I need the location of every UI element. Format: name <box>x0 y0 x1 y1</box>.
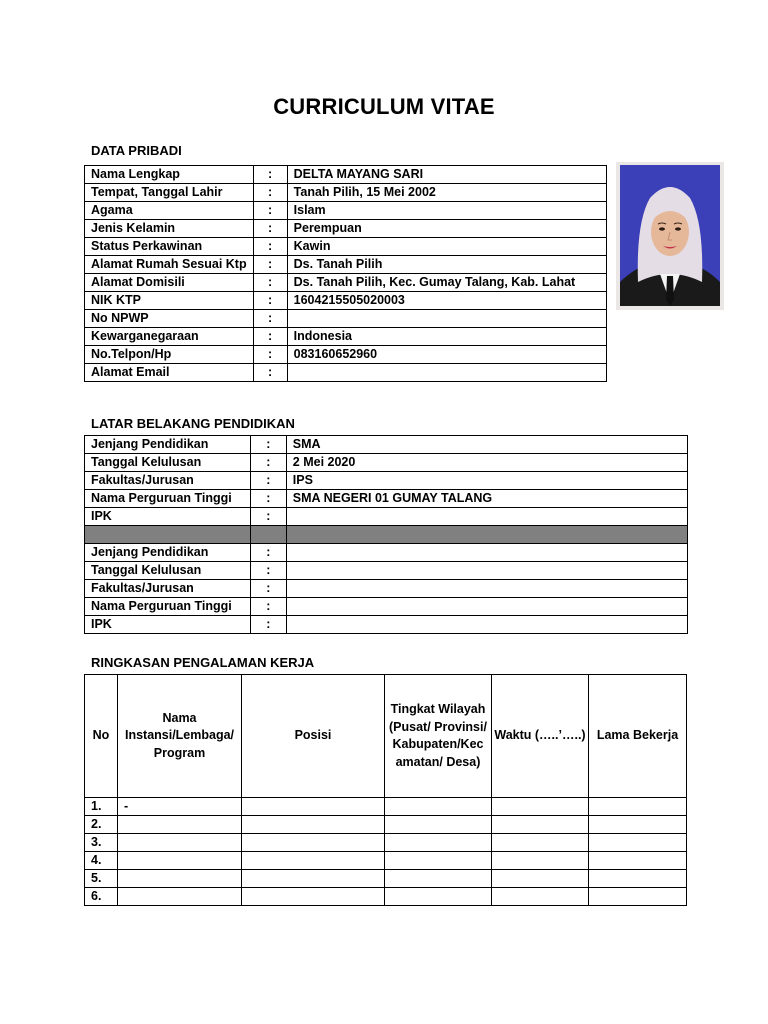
table-row <box>85 310 607 328</box>
table-row <box>85 870 687 888</box>
field-value <box>287 310 606 328</box>
table-header-row <box>85 675 687 798</box>
separator: : <box>253 184 287 202</box>
field-value <box>286 580 687 598</box>
field-value: Indonesia <box>287 328 606 346</box>
field-label: Tempat, Tanggal Lahir <box>85 184 254 202</box>
field-label: Alamat Domisili <box>85 274 254 292</box>
separator: : <box>250 616 286 634</box>
field-value: Kawin <box>287 238 606 256</box>
table-row <box>85 292 607 310</box>
field-label: Nama Perguruan Tinggi <box>85 490 251 508</box>
table-row <box>85 598 688 616</box>
separator <box>250 526 286 544</box>
field-value <box>286 598 687 616</box>
separator: : <box>253 220 287 238</box>
education-table <box>84 435 688 634</box>
separator: : <box>250 472 286 490</box>
cell-tingkat <box>385 816 492 834</box>
field-value: 083160652960 <box>287 346 606 364</box>
field-value: Islam <box>287 202 606 220</box>
cell-no: 4. <box>85 852 118 870</box>
table-row <box>85 798 687 816</box>
cell-no: 1. <box>85 798 118 816</box>
cell-waktu <box>492 816 589 834</box>
field-value: Perempuan <box>287 220 606 238</box>
cell-tingkat <box>385 888 492 906</box>
separator: : <box>253 292 287 310</box>
separator: : <box>253 310 287 328</box>
field-label: Nama Lengkap <box>85 166 254 184</box>
field-value <box>286 508 687 526</box>
cell-lama <box>589 852 687 870</box>
cell-nama <box>118 834 242 852</box>
table-row <box>85 852 687 870</box>
field-label: Fakultas/Jurusan <box>85 580 251 598</box>
field-value: 2 Mei 2020 <box>286 454 687 472</box>
separator: : <box>250 436 286 454</box>
cell-lama <box>589 816 687 834</box>
field-label: Alamat Rumah Sesuai Ktp <box>85 256 254 274</box>
separator: : <box>250 544 286 562</box>
field-label: Jenjang Pendidikan <box>85 544 251 562</box>
cell-posisi <box>242 888 385 906</box>
separator: : <box>253 238 287 256</box>
separator: : <box>253 274 287 292</box>
field-label: NIK KTP <box>85 292 254 310</box>
field-value <box>286 616 687 634</box>
header-posisi: Posisi <box>242 675 385 798</box>
field-value: SMA NEGERI 01 GUMAY TALANG <box>286 490 687 508</box>
table-row-divider <box>85 526 688 544</box>
field-label: No NPWP <box>85 310 254 328</box>
table-row <box>85 184 607 202</box>
table-row <box>85 220 607 238</box>
table-row <box>85 472 688 490</box>
experience-table <box>84 674 687 906</box>
field-value: Tanah Pilih, 15 Mei 2002 <box>287 184 606 202</box>
cell-posisi <box>242 798 385 816</box>
table-row <box>85 274 607 292</box>
field-label: Jenis Kelamin <box>85 220 254 238</box>
cell-posisi <box>242 834 385 852</box>
field-label: Fakultas/Jurusan <box>85 472 251 490</box>
separator: : <box>253 364 287 382</box>
field-label: Agama <box>85 202 254 220</box>
separator: : <box>250 562 286 580</box>
field-value: DELTA MAYANG SARI <box>287 166 606 184</box>
table-row <box>85 454 688 472</box>
field-label: Alamat Email <box>85 364 254 382</box>
table-row <box>85 816 687 834</box>
field-value: IPS <box>286 472 687 490</box>
cell-waktu <box>492 834 589 852</box>
header-tingkat-wilayah: Tingkat Wilayah (Pusat/ Provinsi/ Kabupaten/Kec amatan/ Desa) <box>385 675 492 798</box>
header-nama-instansi: Nama Instansi/Lembaga/ Program <box>118 675 242 798</box>
separator: : <box>250 508 286 526</box>
personal-table <box>84 165 607 382</box>
table-row <box>85 436 688 454</box>
cell-tingkat <box>385 852 492 870</box>
cell-tingkat <box>385 798 492 816</box>
cell-posisi <box>242 870 385 888</box>
cell-tingkat <box>385 834 492 852</box>
field-value: 1604215505020003 <box>287 292 606 310</box>
field-label: IPK <box>85 616 251 634</box>
section-title-education: LATAR BELAKANG PENDIDIKAN <box>91 416 295 431</box>
table-row <box>85 364 607 382</box>
field-label: Status Perkawinan <box>85 238 254 256</box>
cell-posisi <box>242 816 385 834</box>
header-lama-bekerja: Lama Bekerja <box>589 675 687 798</box>
field-value <box>286 544 687 562</box>
profile-photo <box>616 162 724 310</box>
field-label: Tanggal Kelulusan <box>85 454 251 472</box>
field-label <box>85 526 251 544</box>
table-row <box>85 256 607 274</box>
table-row <box>85 562 688 580</box>
cell-no: 6. <box>85 888 118 906</box>
cell-no: 5. <box>85 870 118 888</box>
separator: : <box>250 490 286 508</box>
table-row <box>85 490 688 508</box>
cell-waktu <box>492 798 589 816</box>
header-waktu: Waktu (…..’…..) <box>492 675 589 798</box>
field-label: Kewarganegaraan <box>85 328 254 346</box>
table-row <box>85 580 688 598</box>
cell-posisi <box>242 852 385 870</box>
header-no: No <box>85 675 118 798</box>
cell-nama: - <box>118 798 242 816</box>
cell-no: 2. <box>85 816 118 834</box>
cell-waktu <box>492 870 589 888</box>
separator: : <box>253 166 287 184</box>
separator: : <box>253 256 287 274</box>
table-row <box>85 508 688 526</box>
cell-nama <box>118 888 242 906</box>
field-value: Ds. Tanah Pilih, Kec. Gumay Talang, Kab. Lahat <box>287 274 606 292</box>
table-row <box>85 888 687 906</box>
table-row <box>85 834 687 852</box>
table-row <box>85 238 607 256</box>
cell-no: 3. <box>85 834 118 852</box>
field-label: Tanggal Kelulusan <box>85 562 251 580</box>
field-value <box>286 562 687 580</box>
cell-nama <box>118 816 242 834</box>
separator: : <box>253 202 287 220</box>
field-value <box>286 526 687 544</box>
separator: : <box>250 454 286 472</box>
table-row <box>85 328 607 346</box>
cell-lama <box>589 870 687 888</box>
field-label: No.Telpon/Hp <box>85 346 254 364</box>
table-row <box>85 346 607 364</box>
cell-lama <box>589 888 687 906</box>
section-title-experience: RINGKASAN PENGALAMAN KERJA <box>91 655 315 670</box>
field-label: Nama Perguruan Tinggi <box>85 598 251 616</box>
table-row <box>85 166 607 184</box>
section-title-personal: DATA PRIBADI <box>91 143 182 158</box>
cell-lama <box>589 834 687 852</box>
field-value: SMA <box>286 436 687 454</box>
page-title: CURRICULUM VITAE <box>273 94 495 119</box>
table-row <box>85 202 607 220</box>
cell-nama <box>118 870 242 888</box>
separator: : <box>250 580 286 598</box>
separator: : <box>253 328 287 346</box>
field-label: IPK <box>85 508 251 526</box>
separator: : <box>253 346 287 364</box>
cell-waktu <box>492 852 589 870</box>
separator: : <box>250 598 286 616</box>
cell-nama <box>118 852 242 870</box>
cell-tingkat <box>385 870 492 888</box>
cell-lama <box>589 798 687 816</box>
table-row <box>85 616 688 634</box>
field-label: Jenjang Pendidikan <box>85 436 251 454</box>
field-value <box>287 364 606 382</box>
profile-photo-icon <box>616 162 724 310</box>
field-value: Ds. Tanah Pilih <box>287 256 606 274</box>
table-row <box>85 544 688 562</box>
cell-waktu <box>492 888 589 906</box>
